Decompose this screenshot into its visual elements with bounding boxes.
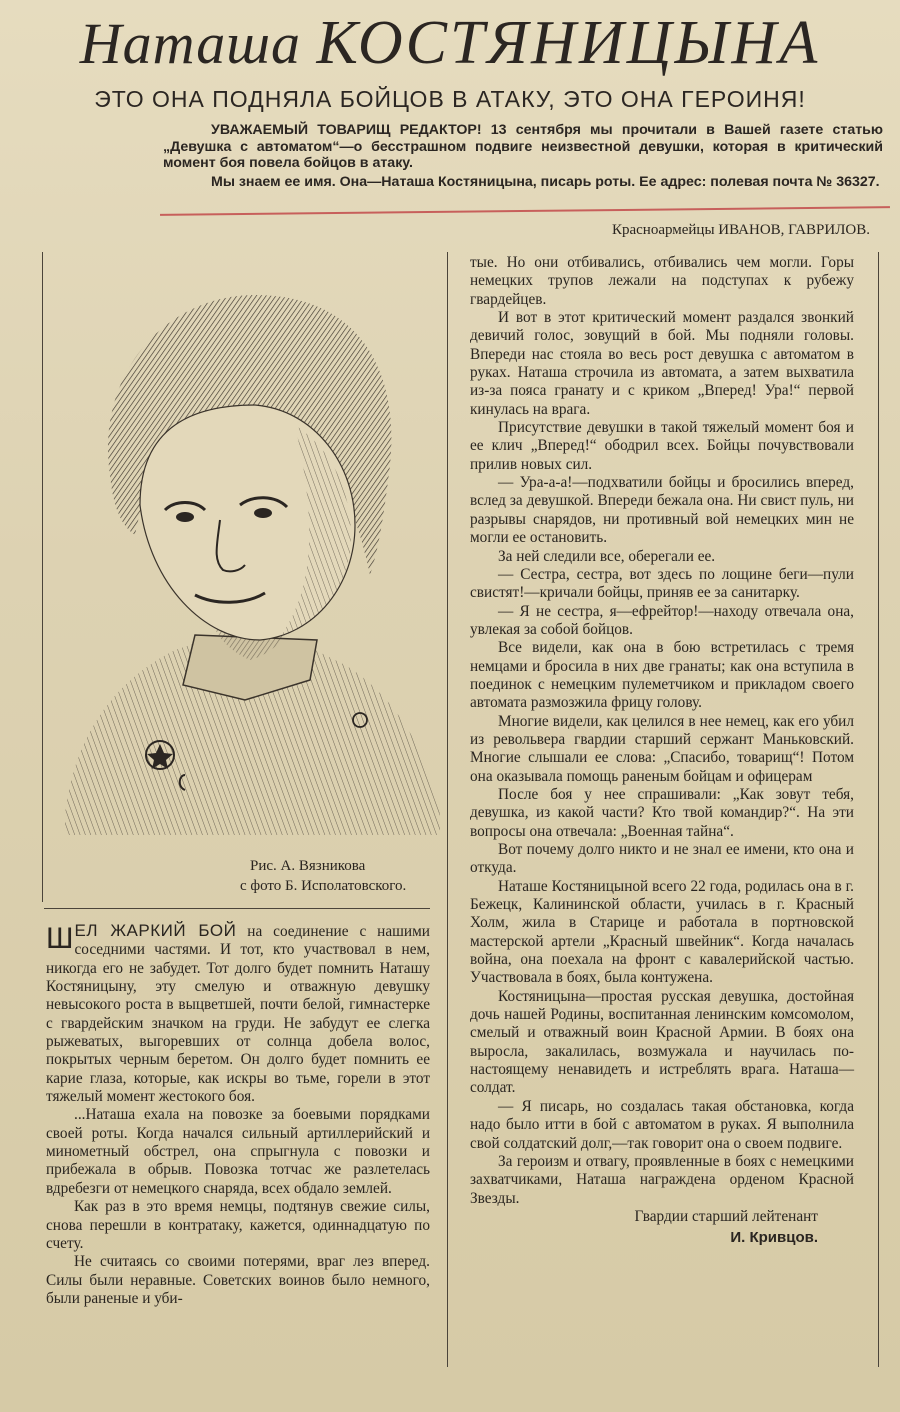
caption-line-2: с фото Б. Исполатовского.: [240, 878, 407, 894]
article-paragraph: Многие видели, как целился в нее немец, как его убил из револьвера гвардии старший сержант Маньковский. Многие слышали ее слова: „Спасибо, товарищ“! Потом она оказывала помощь раненым бойцам и офицерам: [470, 712, 854, 785]
letter-paragraph-1: УВАЖАЕМЫЙ ТОВАРИЩ РЕДАКТОР! 13 сентября мы прочитали в Вашей газете статью „Девушка с автоматом“—о бесстрашном подвиге неизвестной девушки, которая в критический момент боя повела бойцов в атаку.: [163, 122, 883, 172]
article-paragraph: И вот в этот критический момент раздался звонкий девичий голос, зовущий в бой. Мы подняли головы. Впереди нас стояла во весь рост девушка с автоматом в руках. Наташа строчила из автомата, а затем выхватила из-за пояса гранату и с криком „Вперед! Ура!“ первой кинулась на врага.: [470, 309, 854, 418]
article-paragraph: Все видели, как она в бою встретилась с тремя немцами и бросила в них две гранаты; как она вступила в поединок с немецким пулеметчиком и прикладом своего автомата размозжила фрицу голову.: [470, 639, 854, 712]
article-paragraph: За ней следили все, оберегали ее.: [498, 547, 716, 565]
letter-paragraph-2: Мы знаем ее имя. Она—Наташа Костяницына, писарь роты. Ее адрес: полевая почта № 36327.: [211, 173, 880, 190]
headline-first-name: Наташа: [79, 11, 302, 76]
article-right-column: [470, 254, 854, 1248]
letter-signers: Красноармейцы ИВАНОВ, ГАВРИЛОВ.: [611, 222, 870, 238]
illustration-caption: [240, 856, 420, 896]
author-rank: Гвардии старший лейтенант: [634, 1207, 818, 1225]
article-left-column: [46, 922, 430, 1308]
article-kicker: ЕЛ ЖАРКИЙ БОЙ: [74, 921, 237, 940]
article-paragraph: — Я не сестра, я—ефрейтор!—находу отвечала она, увлекая за собой бойцов.: [470, 602, 854, 638]
article-paragraph: Как раз в это время немцы, подтянув свежие силы, снова перешли в контратаку, кажется, одиннадцатую по счету.: [46, 1198, 430, 1252]
article-paragraph: Вот почему долго никто и не знал ее имени, кто она и откуда.: [470, 841, 854, 877]
dropcap: Ш: [46, 922, 73, 955]
article-paragraph: Костяницына—простая русская девушка, достойная дочь нашей Родины, воспитанная ленинским комсомолом, смелый и отважный воин Красной Армии. В боях она выросла, закалилась, возмужала и научилась по-настоящему ненавидеть и истреблять врага. Наташа—солдат.: [470, 987, 854, 1097]
article-paragraph: [46, 922, 430, 1106]
article-paragraph: — Я писарь, но создалась такая обстановка, когда надо было итти в бой с автоматом в руках. Я выполнила свой солдатский долг,—так говорит она о своем подвиге.: [470, 1097, 854, 1152]
article-paragraph: — Сестра, сестра, вот здесь по лощине беги—пули свистят!—кричали бойцы, приняв ее за санитарку.: [470, 565, 854, 602]
article-paragraph: — Ура-а-а!—подхватили бойцы и бросились вперед, вслед за девушкой. Впереди бежала она. Ни свист пуль, ни разрывы снарядов, ни противный вой немецких мин не могли ее остановить.: [470, 474, 854, 547]
article-paragraph: За героизм и отвагу, проявленные в боях с немецкими захватчиками, Наташа награждена орденом Красной Звезды.: [470, 1152, 854, 1207]
portrait-illustration: [55, 255, 445, 855]
article-lead-text: на соединение с нашими соседними частями. И тот, кто участвовал в нем, никогда его не забудет. Тот долго будет помнить Наташу Костяницыну, эту смелую и отважную девушку невысокого роста в выцветшей, почти белой, гимнастерке с гвардейским значком на груди. Не забудут ее слегка рыжеватых, выгоревших от солнца добела волос, покрытых черным беретом. Он долго будет помнить ее карие глаза, которые, как искры во тьме, горели в этот тяжелый момент жестокого боя.: [46, 923, 430, 1106]
column-divider: [447, 252, 448, 1367]
article-paragraph: тые. Но они отбивались, отбивались чем могли. Горы немецких трупов лежали на подступах к рубежу гвардейцев.: [470, 254, 854, 308]
article-paragraph: Наташе Костяницыной всего 22 года, родилась она в г. Бежецк, Калининской области, училась в г. Красный Холм, жила в Старице и работала в портновской мастерской артели „Красный швейник“. Когда началась война, она поехала на фронт с кавалерийской частью. Участвовала в боях, была контужена.: [470, 877, 854, 987]
article-top-rule: [44, 908, 430, 909]
article-paragraph: После боя у нее спрашивали: „Как зовут тебя, девушка, из какой части? Кто твой командир?“. На эти вопросы она отвечала: „Военная тайна“.: [470, 785, 854, 840]
right-border-rule: [878, 252, 879, 1367]
caption-line-1: Рис. А. Вязникова: [250, 858, 366, 874]
headline-last-name: КОСТЯНИЦЫНА: [316, 9, 821, 77]
article-paragraph: Не считаясь со своими потерями, враг лез вперед. Силы были неравные. Советских воинов было немного, были раненые и уби-: [46, 1253, 430, 1307]
subheadline: ЭТО ОНА ПОДНЯЛА БОЙЦОВ В АТАКУ, ЭТО ОНА ГЕРОИНЯ!: [94, 86, 806, 112]
article-paragraph: ...Наташа ехала на повозке за боевыми порядками своей роты. Когда начался сильный артиллерийский и минометный обстрел, она спрыгнула с повозки и прибежала в обрыв. Повозка тотчас же разлетелась вдребезги от немецкого снаряда, всех обдало землей.: [46, 1106, 430, 1197]
author-name: И. Кривцов.: [730, 1229, 818, 1247]
article-paragraph: Присутствие девушки в такой тяжелый момент боя и ее клич „Вперед!“ ободрил всех. Бойцы почувствовали прилив новых сил.: [470, 419, 854, 473]
letter-to-editor: [163, 122, 883, 190]
left-border-rule: [42, 252, 43, 902]
headline: [0, 8, 900, 79]
